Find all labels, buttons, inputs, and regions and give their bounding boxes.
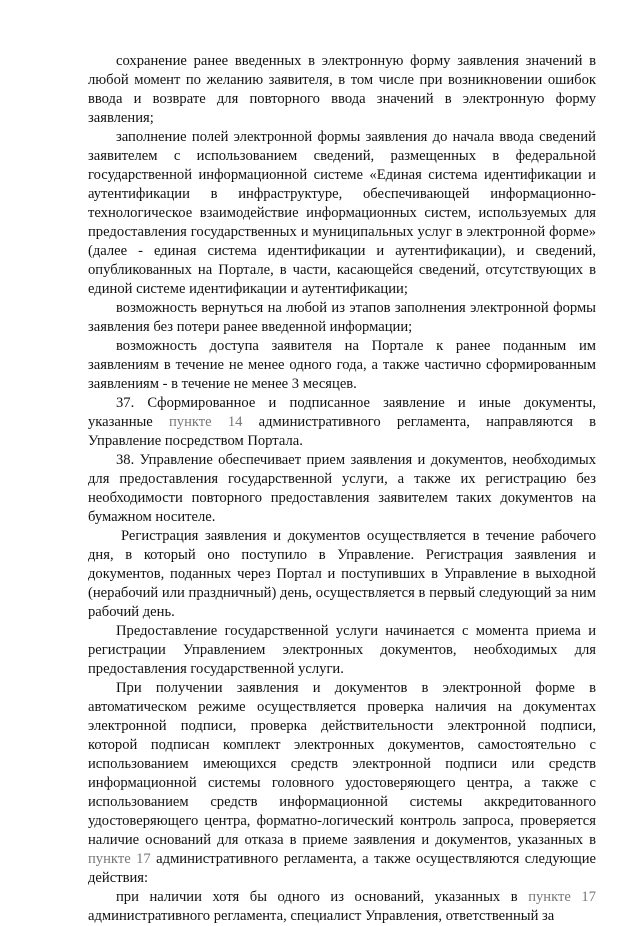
paragraph: [88, 527, 596, 622]
paragraph-text: Регистрация заявления и документов осуществляется в течение рабочего дня, в который оно поступило в Управление. Регистрация заявления и документов, поданных через Портал и поступивших в Управление в выходной (нерабочий или праздничный) день, осуществляется в первый следующий за ним рабочий день.: [88, 528, 596, 620]
regulation-reference-link[interactable]: пункте 17: [528, 889, 596, 905]
paragraph: [88, 337, 596, 394]
paragraph-text: 38. Управление обеспечивает прием заявления и документов, необходимых для предоставления государственной услуги, а также их регистрацию без необходимости повторного предоставления заявителем таких документов на бумажном носителе.: [88, 452, 596, 525]
paragraph: [88, 394, 596, 451]
paragraph-text: возможность доступа заявителя на Портале к ранее поданным им заявлениям в течение не менее одного года, а также частично сформированным заявлениям - в течение не менее 3 месяцев.: [88, 338, 596, 392]
paragraph-text: административного регламента, направляются в Управление посредством Портала.: [88, 414, 596, 449]
paragraph-text: при наличии хотя бы одного из оснований, указанных в: [116, 889, 529, 905]
paragraph: [88, 299, 596, 337]
paragraph-text: административного регламента, а также осуществляются следующие действия:: [88, 851, 596, 886]
paragraph-text: сохранение ранее введенных в электронную форму заявления значений в любой момент по желанию заявителя, в том числе при возникновении ошибок ввода и возврате для повторного ввода значений в электронную форму заявления;: [88, 53, 596, 126]
paragraph: [88, 52, 596, 128]
paragraph: [88, 128, 596, 299]
regulation-reference-link[interactable]: пункте 17: [88, 851, 151, 867]
paragraph-text: заполнение полей электронной формы заявления до начала ввода сведений заявителем с использованием сведений, размещенных в федеральной государственной информационной системе «Единая система идентификации и аутентификации в инфраструктуре, обеспечивающей информационно-технологическое взаимодействие информационных систем, используемых для предоставления государственных и муниципальных услуг в электронной форме» (далее - единая система идентификации и аутентификации), и сведений, опубликованных на Портале, в части, касающейся сведений, отсутствующих в единой системе идентификации и аутентификации;: [88, 129, 596, 297]
paragraph: [88, 888, 596, 926]
paragraph: [88, 679, 596, 888]
paragraph-text: Предоставление государственной услуги начинается с момента приема и регистрации Управлением электронных документов, необходимых для предоставления государственной услуги.: [88, 623, 596, 677]
paragraph: [88, 622, 596, 679]
paragraph: [88, 451, 596, 527]
paragraph-text: возможность вернуться на любой из этапов заполнения электронной формы заявления без потери ранее введенной информации;: [88, 300, 596, 335]
paragraph-text: 37. Сформированное и подписанное заявление и иные документы, указанные: [88, 395, 596, 430]
paragraph-text: административного регламента, специалист Управления, ответственный за: [88, 908, 555, 924]
document-body: [88, 52, 596, 926]
paragraph-text: При получении заявления и документов в электронной форме в автоматическом режиме осуществляется проверка наличия на документах электронной подписи, проверка действительности электронной подписи, которой подписан комплект электронных документов, самостоятельно с использованием имеющихся средств электронной подписи или средств информационной системы головного удостоверяющего центра, а также с использованием средств информационной системы аккредитованного удостоверяющего центра, форматно-логический контроль запроса, проверяется наличие оснований для отказа в приеме заявления и документов, указанных в: [88, 680, 596, 848]
regulation-reference-link[interactable]: пункте 14: [168, 414, 243, 430]
